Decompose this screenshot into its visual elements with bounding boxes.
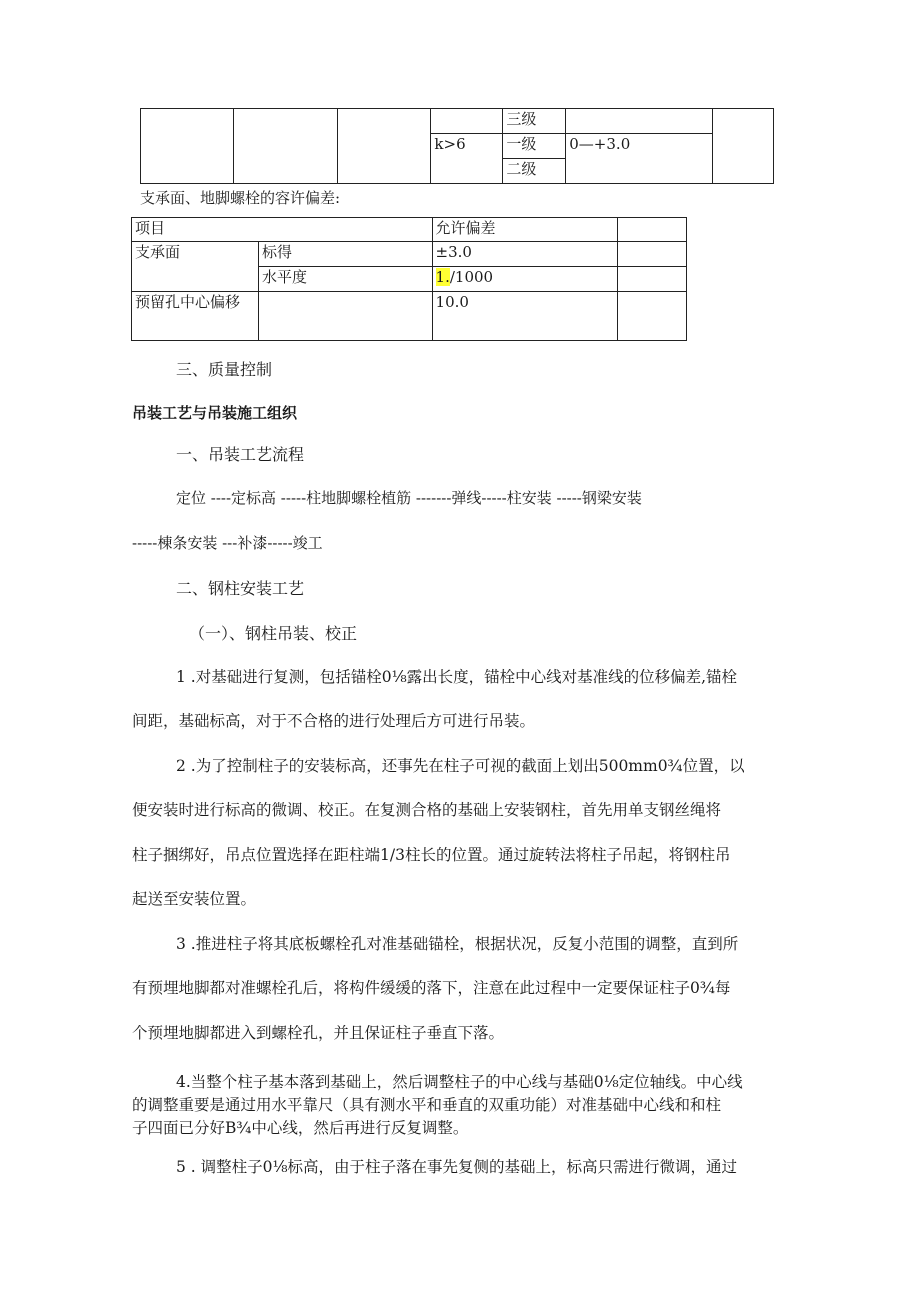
top-cell-grade3: 三级 [503,109,566,134]
top-cell-empty-4 [431,109,503,134]
p5-line-1: 5 . 调整柱子0⅛标高，由于柱子落在事先复侧的基础上，标高只需进行微调，通过 [176,1158,738,1176]
p2-line-1: 2 .为了控制柱子的安装标高，还事先在柱子可视的截面上划出500mm0¾位置，以 [176,757,745,775]
tolerance-hole-empty-2 [618,292,687,341]
top-cell-empty-1 [141,109,234,184]
top-cell-grade1: 一级 [503,134,566,159]
tolerance-hole-value: 10.0 [432,292,618,341]
tolerance-hole-label: 预留孔中心偏移 [132,292,259,341]
tolerance-table [131,217,687,341]
tolerance-header-allow: 允许偏差 [432,218,618,242]
steel-heading: 二、钢柱安装工艺 [176,579,305,598]
top-cell-empty-2 [233,109,337,184]
p1-line-1: 1 .对基础进行复测，包括锚栓0⅛露出长度，锚栓中心线对基准线的位移偏差,锚栓 [176,668,738,686]
tolerance-level-empty [618,267,687,292]
section-quality-control: 三、质量控制 [176,360,273,379]
tolerance-caption: 支承面、地脚螺栓的容许偏差: [140,189,341,207]
p4-line-3: 子四面已分好B¾中心线，然后再进行反复调整。 [132,1119,469,1137]
p3-line-2: 有预埋地脚都对准螺栓孔后，将构件缓缓的落下，注意在此过程中一定要保证柱子0¾每 [132,979,731,997]
tolerance-support: 支承面 [132,242,259,292]
tolerance-elev-value: ±3.0 [432,242,618,267]
tolerance-level-value [432,267,618,292]
flow-line-2: -----棟条安装 ---补漆-----竣工 [132,534,323,552]
tolerance-hole-empty [258,292,432,341]
tolerance-level-rest: /1000 [449,268,494,286]
p3-line-3: 个预埋地脚都进入到螺栓孔，并且保证柱子垂直下落。 [132,1024,505,1042]
top-table [140,108,774,184]
p3-line-1: 3 .推进柱子将其底板螺栓孔对准基础锚栓，根据状况，反复小范围的调整，直到所 [176,935,739,953]
sub-heading: （一）、钢柱吊装、校正 [189,624,358,643]
p4-line-1: 4.当整个柱子基本落到基础上，然后调整柱子的中心线与基础0⅛定位轴线。中心线 [176,1073,743,1091]
flow-line-1: 定位 ----定标高 -----柱地脚螺栓植筋 -------弹线-----柱安装 -----钢梁安装 [176,489,642,507]
top-cell-k: k>6 [431,134,503,184]
top-cell-empty-5 [566,109,713,134]
tolerance-elev-label: 标得 [258,242,432,267]
highlight-mark: 1. [435,268,450,286]
tolerance-header-item: 项目 [132,218,433,242]
tolerance-level-label: 水平度 [258,267,432,292]
tolerance-header-empty [618,218,687,242]
top-cell-empty-6 [713,109,774,184]
top-cell-grade2: 二级 [503,159,566,184]
p1-line-2: 间距，基础标高，对于不合格的进行处理后方可进行吊装。 [132,712,536,730]
p4-line-2: 的调整重要是通过用水平靠尺（具有测水平和垂直的双重功能）对准基础中心线和和柱 [132,1096,722,1114]
p2-line-2: 便安装时进行标高的微调、校正。在复测合格的基础上安装钢柱，首先用单支钢丝绳将 [132,801,722,819]
tolerance-elev-empty [618,242,687,267]
flow-heading: 一、吊装工艺流程 [176,445,305,464]
page-title: 吊装工艺与吊装施工组织 [132,404,298,422]
top-cell-empty-3 [337,109,431,184]
top-cell-range: 0—+3.0 [566,134,713,184]
p2-line-3: 柱子捆绑好，吊点位置选择在距柱端1/3柱长的位置。通过旋转法将柱子吊起，将钢柱吊 [132,846,731,864]
p2-line-4: 起送至安装位置。 [132,890,257,908]
